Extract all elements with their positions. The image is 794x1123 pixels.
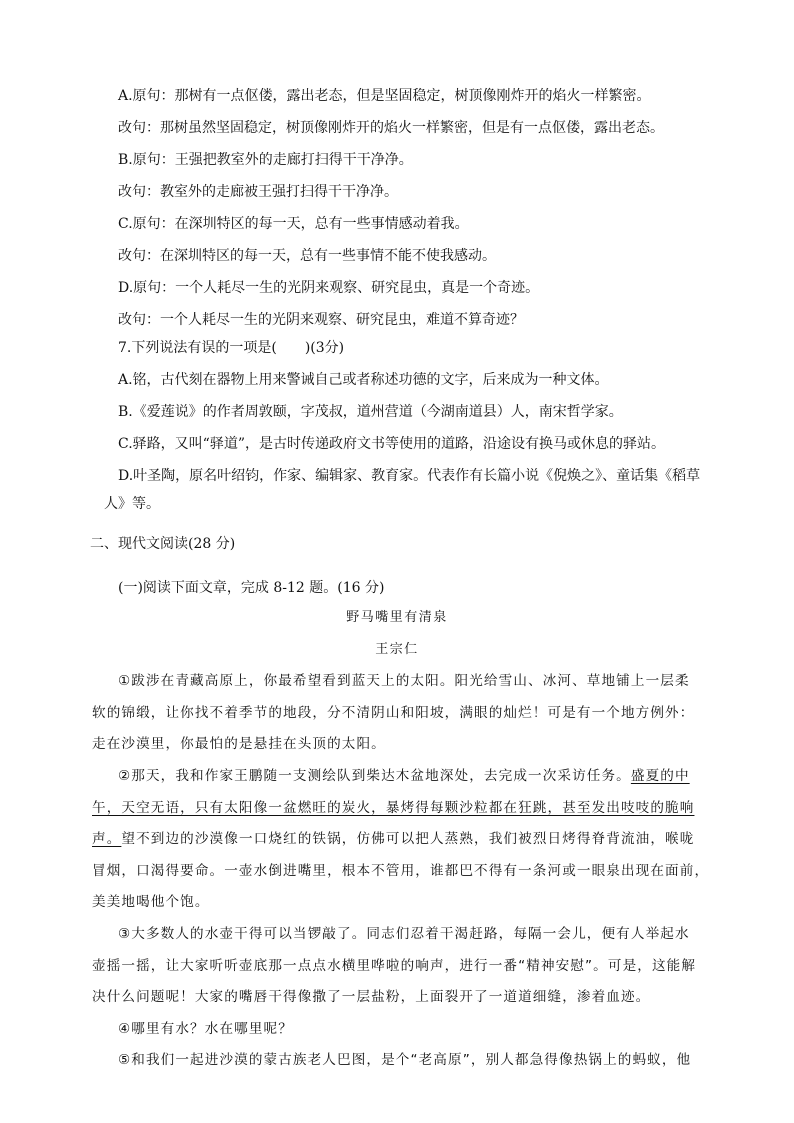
section-heading: 二、现代文阅读(28 分) [90, 536, 236, 552]
q7-stem: 7.下列说法有误的一项是( )(3分) [118, 340, 345, 356]
paragraph-3-line-3: 决什么问题呢！大家的嘴唇干得像撒了一层盐粉，上面裂开了一道道细缝，渗着血迹。 [92, 989, 651, 1005]
q6-option-a-revised: 改句：那树虽然坚固稳定，树顶像刚炸开的焰火一样繁密，但是有一点伛偻，露出老态。 [118, 120, 664, 136]
article-author: 王宗仁 [375, 642, 419, 657]
paragraph-3-line-2: 壶摇一摇，让大家听听壶底那一点点水横里哗啦的响声，进行一番“精神安慰”。可是，这能解 [92, 958, 697, 974]
q7-option-a: A.铭，古代刻在器物上用来警诫自己或者称述功德的文字，后来成为一种文体。 [118, 372, 609, 388]
underlined-sentence: 盛夏的中 [630, 768, 690, 784]
paragraph-1-line-3: 走在沙漠里，你最怕的是悬挂在头顶的太阳。 [92, 736, 386, 752]
paragraph-4: ④哪里有水？水在哪里呢？ [118, 1021, 293, 1037]
q7-option-d-line2: 人》等。 [104, 496, 160, 512]
paragraph-2-line-4: 冒烟，口渴得要命。一壶水倒进嘴里，根本不管用，谁都巴不得有一条河或一眼泉出现在面前， [92, 863, 710, 879]
paragraph-2-text: ②那天，我和作家王鹏随一支测绘队到柴达木盆地深处，去完成一次采访任务。 [118, 768, 631, 784]
q6-option-b-revised: 改句：教室外的走廊被王强打扫得干干净净。 [118, 184, 398, 200]
paragraph-5-line-1: ⑤和我们一起进沙漠的蒙古族老人巴图，是个“老高原”，别人都急得像热锅上的蚂蚁，他 [118, 1052, 692, 1068]
paragraph-3-line-1: ③大多数人的水壶干得可以当锣敲了。同志们忍着干渴赶路，每隔一会儿，便有人举起水 [118, 926, 690, 942]
paragraph-2-line-5: 美美地喝他个饱。 [92, 894, 210, 910]
paragraph-2-text-cont: 望不到边的沙漠像一口烧红的铁锅，仿佛可以把人蒸熟，我们被烈日烤得脊背流油，喉咙 [121, 831, 695, 847]
article-title: 野马嘴里有清泉 [346, 610, 448, 625]
paragraph-2-line-3 [92, 829, 694, 849]
q7-option-c: C.驿路，又叫“驿道”，是古时传递政府文书等使用的道路，沿途设有换马或休息的驿站。 [118, 436, 665, 452]
q6-option-d-original: D.原句：一个人耗尽一生的光阴来观察、研究昆虫，真是一个奇迹。 [118, 280, 540, 296]
q7-option-b: B.《爱莲说》的作者周敦颐，字茂叔，道州营道（今湖南道县）人，南宋哲学家。 [118, 404, 623, 420]
paragraph-1-line-2: 软的锦缎，让你找不着季节的地段，分不清阴山和阳坡，满眼的灿烂！可是有一个地方例外： [92, 705, 695, 721]
q6-option-b-original: B.原句：王强把教室外的走廊打扫得干干净净。 [118, 152, 413, 168]
q6-option-a-original: A.原句：那树有一点伛偻，露出老态，但是坚固稳定，树顶像刚炸开的焰火一样繁密。 [118, 88, 651, 104]
q6-option-c-original: C.原句：在深圳特区的每一天，总有一些事情感动着我。 [118, 216, 469, 232]
q7-option-d-line1: D.叶圣陶，原名叶绍钧，作家、编辑家、教育家。代表作有长篇小说《倪焕之》、童话集《稻草 [118, 468, 701, 484]
paragraph-1-line-1: ①跋涉在青藏高原上，你最希望看到蓝天上的太阳。阳光给雪山、冰河、草地铺上一层柔 [118, 673, 690, 689]
paragraph-2-line-2-underlined: 午，天空无语，只有太阳像一盆燃旺的炭火，暴烤得每颗沙粒都在狂跳，甚至发出吱吱的脆响 [92, 800, 695, 816]
paragraph-2-line-1 [118, 766, 690, 786]
q6-option-c-revised: 改句：在深圳特区的每一天，总有一些事情不能不使我感动。 [118, 248, 496, 264]
reading-instruction: (一)阅读下面文章，完成 8-12 题。(16 分) [118, 580, 385, 596]
underlined-sentence-end: 声。 [92, 831, 122, 847]
q6-option-d-revised: 改句：一个人耗尽一生的光阴来观察、研究昆虫，难道不算奇迹？ [118, 312, 524, 328]
